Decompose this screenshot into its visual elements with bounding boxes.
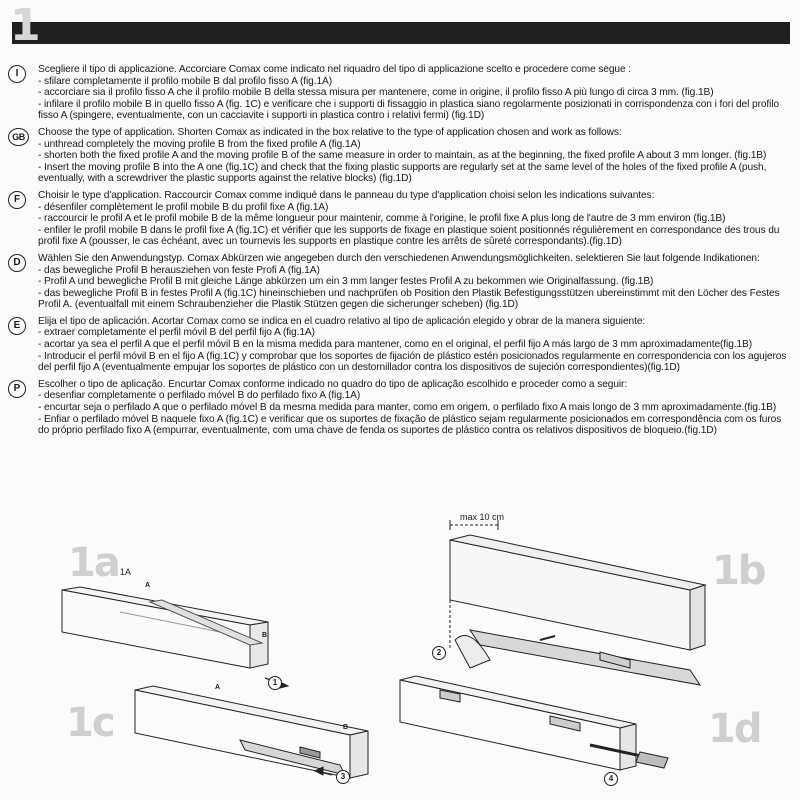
language-badge-gb: GB <box>8 128 29 146</box>
paragraph: - shorten both the fixed profile A and the moving profile B of the same measure in order to maintain, as at the beginning, the fixed profile A about 3 mm longer. (fig.1B) <box>38 150 767 162</box>
callout-a-1c: A <box>215 684 221 691</box>
paragraph: - désenfiler complètement le profil mobile B du profil fixe A (fig.1A) <box>38 201 329 213</box>
step-number-2: 2 <box>432 646 446 660</box>
fig-1c-drawing <box>135 686 368 778</box>
paragraph: - Enfiar o perfilado móvel B naquele fixo A (fig.1C) e verificar que os suportes de fixação de plástico sejam regularmente posicionados em correspondência com os furos do próprio perfilado fixo A (empurrar, eventualmente, com uma chave de fenda os suportes de plástico contra os relativos dispositivos de bloqueio.(fig.1D) <box>38 413 782 437</box>
paragraph: - unthread completely the moving profile B from the fixed profile A (fig.1A) <box>38 138 361 150</box>
figure-caption-1a: 1A <box>120 567 132 577</box>
paragraph: - acortar ya sea el perfil A que el perfil móvil B en la misma medida para mantener, como en el original, el perfil fijo A más largo de 3 mm aproximadamente(fig.1B) <box>38 339 753 351</box>
paragraph: - encurtar seja o perfilado A que o perfilado móvel B da mesma medida para manter, como em origem, o perfilado fixo A mais longo de 3 mm aproximadamente.(fig.1B) <box>38 402 777 414</box>
figure-label-1b: 1b <box>712 548 765 594</box>
language-badge-it: I <box>8 65 26 83</box>
paragraph: Elija el tipo de aplicación. Acortar Comax como se indica en el cuadro relativo al tipo de aplicación elegido y obrar de la manera siguiente: <box>38 315 646 327</box>
paragraph: - Profil A und bewegliche Profil B mit gleiche Länge abkürzen um ein 3 mm langer festes Profil A zu bekommen wie Originalfassung. (fig.1B) <box>38 276 654 288</box>
paragraph: - das bewegliche Profil B herausziehen von feste Profi A (fig.1A) <box>38 264 320 276</box>
paragraph: - Introducir el perfil móvil B en el fijo A (fig.1C) y comprobar que los soportes de fijación de plástico estén posicionados regularmente en correspondencia con los agujeros del perfil fijo A (eventualmente empujar los soportes de plástico con un destornillador contra los dispositivos de sujeción correspondientes)(fig.1D) <box>38 350 787 374</box>
page-number: 1 <box>10 0 41 51</box>
dimension-label: max 10 cm <box>460 512 505 522</box>
figure-label-1d: 1d <box>708 706 761 752</box>
language-badge-e: E <box>8 317 26 335</box>
fig-1d-drawing <box>400 676 668 770</box>
step-number-3: 3 <box>336 770 350 784</box>
language-badge-d: D <box>8 254 26 272</box>
fig-1a-drawing <box>62 587 288 688</box>
paragraph: - sfilare completamente il profilo mobile B dal profilo fisso A (fig.1A) <box>38 75 333 87</box>
language-badge-p: P <box>8 380 26 398</box>
paragraph: - das bewegliche Profil B in festes Profil A (fig.1C) hineinschieben und nachprüfen ob Position den Plastik Befestigungsstützen ubereinstimmt mit den Löcher des Festes Profil A. (eventualfall mit einem Schraubenzieher die Plastik Stützen gegen die sicherunger scheben) (fig.1D) <box>38 287 780 311</box>
callout-b-1c: B <box>343 724 349 731</box>
callout-a: A <box>145 582 151 589</box>
step-number-1: 1 <box>268 676 282 690</box>
paragraph: - Insert the moving profile B into the A one (fig.1C) and check that the fixing plastic supports are regularly set at the same level of the holes of the fixed profile A (push, eventually, with a screwdriver the plastic supports against the relative blocks) (fig.1D) <box>38 161 767 185</box>
paragraph: - accorciare sia il profilo fisso A che il profilo mobile B della stessa misura per mantenere, come in origine, il profilo fisso A più lungo di circa 3 mm. (fig.1B) <box>38 87 714 99</box>
paragraph: Choose the type of application. Shorten Comax as indicated in the box relative to the type of application chosen and work as follows: <box>38 126 622 138</box>
paragraph: Escolher o tipo de aplicação. Encurtar Comax conforme indicado no quadro do tipo de aplicação escolhido e proceder como a seguir: <box>38 378 628 390</box>
step-number-4: 4 <box>604 772 618 786</box>
paragraph: Wählen Sie den Anwendungstyp. Comax Abkürzen wie angegeben durch den verschiedenen Anwendungsmöglichkeiten. selektieren Sie laut folgende Indikationen: <box>38 252 760 264</box>
figure-label-1a: 1a <box>68 540 119 586</box>
paragraph: - raccourcir le profil A et le profil mobile B de la même longueur pour maintenir, comme à l'origine, le profil fixe A plus long de l'autre de 3 mm environ (fig.1B) <box>38 213 726 225</box>
fig-1b-drawing <box>450 520 705 685</box>
paragraph: - extraer completamente el perfil móvil B del perfil fijo A (fig.1A) <box>38 327 315 339</box>
paragraph: - enfiler le profil mobile B dans le profil fixe A (fig.1C) et vérifier que les supports de fixage en plastique soient positionnés régulièrement en correspondance des trous du profil fixe A (pousser, le cas échéant, avec un tournevis les supports en plastique contre les arrêts de sûreté correspondants).(fig.1D) <box>38 224 780 248</box>
paragraph: - desenfiar completamente o perfilado móvel B do perfilado fixo A (fig.1A) <box>38 390 361 402</box>
paragraph: Choisir le type d'application. Raccourcir Comax comme indiqué dans le panneau du type d'application choisi selon les indications suivantes: <box>38 189 655 201</box>
paragraph: - infilare il profilo mobile B in quello fisso A (fig. 1C) e verificare che i supporti di fissaggio in plastica siano regolarmente posizionati in corrispondenza con i fori del profilo fisso A (spingere, eventualmente, con un cacciavite i supporti in plastica contro i relativi fermi) (fig.1D) <box>38 98 780 122</box>
figure-label-1c: 1c <box>66 700 114 746</box>
language-badge-f: F <box>8 191 26 209</box>
callout-b: B <box>262 632 268 639</box>
paragraph: Scegliere il tipo di applicazione. Accorciare Comax come indicato nel riquadro del tipo di applicazione scelto e procedere come segue : <box>38 64 631 75</box>
